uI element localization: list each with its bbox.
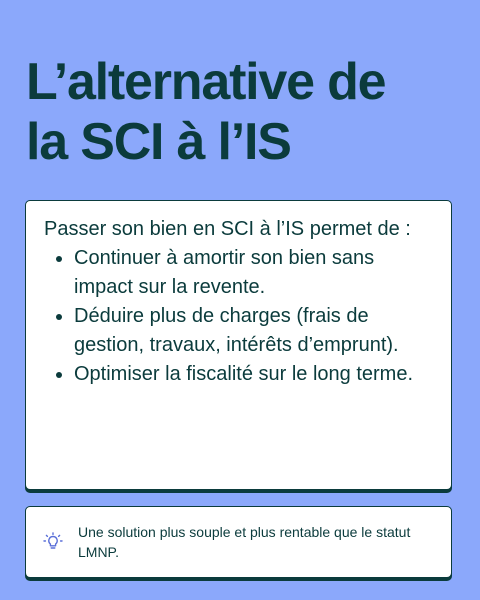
list-item — [44, 302, 433, 360]
list-item-text: Optimiser la fiscalité sur le long terme. — [74, 363, 414, 385]
benefits-card — [25, 200, 452, 490]
list-item-text: Continuer à amortir son bien sans impact sur la revente. — [74, 247, 375, 298]
benefits-list — [44, 244, 433, 389]
lightbulb-icon — [42, 531, 64, 553]
headline — [26, 52, 466, 172]
headline-line-1: L’alternative de — [26, 53, 386, 111]
bullet-dot — [56, 372, 62, 378]
bullet-dot — [56, 314, 62, 320]
bullet-dot — [56, 256, 62, 262]
list-item — [44, 360, 433, 389]
list-item — [44, 244, 433, 302]
benefits-intro: Passer son bien en SCI à l’IS permet de : — [44, 218, 411, 240]
list-item-text: Déduire plus de charges (frais de gestion, travaux, intérêts d’emprunt). — [74, 305, 399, 356]
headline-line-2: la SCI à l’IS — [26, 113, 291, 171]
note-card — [25, 506, 452, 578]
note-text: Une solution plus souple et plus rentable que le statut LMNP. — [78, 524, 411, 560]
